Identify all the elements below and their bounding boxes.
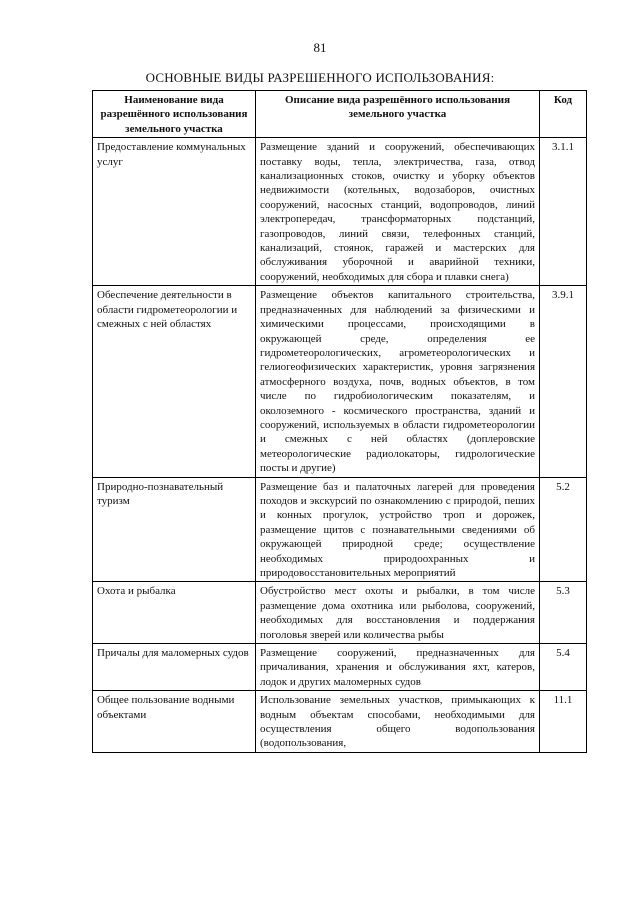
row-description: Размещение зданий и сооружений, обеспечивающих поставку воды, тепла, электричества, газа, отвод канализационных стоков, очистку и уборку объектов недвижимости (котельных, водозаборов, очистных сооружений, насосных станций, водопроводов, линий электропередач, трансформаторных подстанций, газопроводов, линий связи, телефонных станций, канализаций, стоянок, гаражей и мастерских для обслуживания уборочной и аварийной техники, сооружений, необходимых для сбора и плавки снега): [256, 138, 540, 286]
row-description: Размещение объектов капитального строительства, предназначенных для наблюдений за физическими и химическими процессами, происходящими в окружающей среде, определения ее гидрометеорологических, агрометеорологических и гелиогеофизических характеристик, уровня загрязнения атмосферного воздуха, почв, водных объектов, в том числе по гидробиологическим показателям, и околоземного - космического пространства, зданий и сооружений, используемых в области гидрометеорологии и смежных с ней областях (доплеровские метеорологические радиолокаторы, гидрологические посты и другие): [256, 286, 540, 477]
row-name: Природно-познавательный туризм: [93, 477, 256, 582]
row-code: 5.2: [540, 477, 587, 582]
section-title: ОСНОВНЫЕ ВИДЫ РАЗРЕШЕННОГО ИСПОЛЬЗОВАНИЯ:: [145, 70, 495, 85]
row-description: Обустройство мест охоты и рыбалки, в том числе размещение дома охотника или рыболова, сооружений, необходимых для восстановления и поддержания поголовья зверей или количества рыбы: [256, 582, 540, 644]
row-name: Предоставление коммунальных услуг: [93, 138, 256, 286]
row-code: 11.1: [540, 691, 587, 753]
row-description: Использование земельных участков, примыкающих к водным объектам способами, необходимыми для осуществления общего водопользования (водопользования,: [256, 691, 540, 753]
row-name: Обеспечение деятельности в области гидрометеорологии и смежных с ней областях: [93, 286, 256, 477]
header-name: Наименование вида разрешённого использования земельного участка: [93, 91, 256, 138]
land-use-table: [92, 90, 587, 753]
table-row: [93, 644, 587, 691]
table-row: [93, 582, 587, 644]
page-number: 81: [313, 40, 327, 55]
header-description: Описание вида разрешённого использования земельного участка: [256, 91, 540, 138]
row-code: 3.1.1: [540, 138, 587, 286]
table-row: [93, 691, 587, 753]
row-code: 5.4: [540, 644, 587, 691]
table-row: [93, 477, 587, 582]
row-name: Охота и рыбалка: [93, 582, 256, 644]
row-code: 3.9.1: [540, 286, 587, 477]
row-code: 5.3: [540, 582, 587, 644]
table-row: [93, 286, 587, 477]
row-description: Размещение баз и палаточных лагерей для проведения походов и экскурсий по ознакомлению с природой, пеших и конных прогулок, устройство троп и дорожек, размещение щитов с познавательными сведениями об окружающей природной среде; осуществление необходимых природоохранных и природовосстановительных мероприятий: [256, 477, 540, 582]
table-header-row: [93, 91, 587, 138]
row-name: Причалы для маломерных судов: [93, 644, 256, 691]
row-name: Общее пользование водными объектами: [93, 691, 256, 753]
row-description: Размещение сооружений, предназначенных для причаливания, хранения и обслуживания яхт, катеров, лодок и других маломерных судов: [256, 644, 540, 691]
table-row: [93, 138, 587, 286]
header-code: Код: [540, 91, 587, 138]
